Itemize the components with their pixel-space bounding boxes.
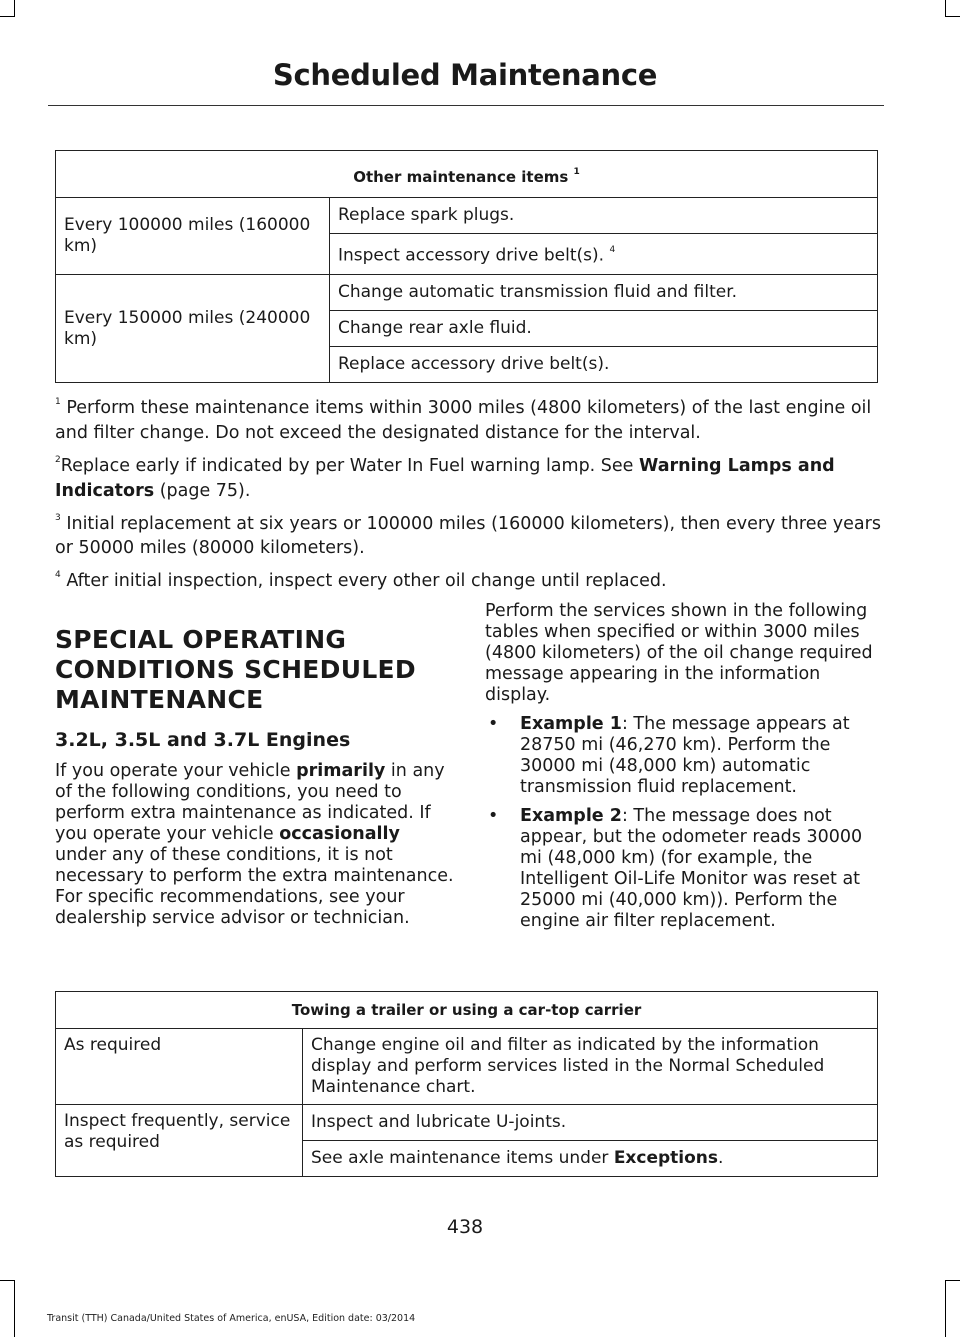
maintenance-item: Change automatic transmission fluid and filter. <box>330 275 878 311</box>
crop-mark-bottom-left-v <box>14 1280 15 1337</box>
cross-reference-link[interactable]: Warning Lamps and Indicators <box>55 455 835 501</box>
section-heading: SPECIAL OPERATING CONDITIONS SCHEDULED MAINTENANCE <box>55 625 416 714</box>
towing-table <box>55 991 878 1177</box>
maintenance-item: Replace accessory drive belt(s). <box>330 347 878 383</box>
special-conditions-paragraph: If you operate your vehicle primarily in any of the following conditions, you need to perform extra maintenance as indicated. If you operate your vehicle occasionally under any of these conditions, it is not necessary to perform the extra maintenance. For specific recommendations, see your dealership service advisor or technician. <box>55 761 454 928</box>
page-title: Scheduled Maintenance <box>272 58 658 92</box>
header-divider <box>48 105 884 106</box>
crop-mark-top-left-v <box>14 0 15 16</box>
list-item: • Example 2: The message does not appear, but the odometer reads 30000 mi (48,000 km) (for example, the Intelligent Oil-Life Monitor was reset at 25000 mi (40,000 km)). Perform the engine air filter replacement. <box>488 806 863 931</box>
maintenance-item: Inspect and lubricate U-joints. <box>303 1105 878 1141</box>
special-conditions-section <box>55 625 455 929</box>
footnote-1: $^1$ Perform these maintenance items within 3000 miles (4800 kilometers) of the last engine oil and filter change. Do not exceed the designated distance for the interval. <box>55 397 872 443</box>
towing-table-title: Towing a trailer or using a car-top carrier <box>56 992 878 1029</box>
page-number: 438 <box>446 1216 484 1238</box>
footnotes <box>55 392 881 598</box>
interval-cell: Every 100000 miles (160000 km) <box>56 198 330 275</box>
crop-mark-bottom-left-h <box>0 1280 15 1281</box>
title-footnote-ref: 1 <box>573 167 580 177</box>
footnote-4: $^4$ After initial inspection, inspect every other oil change until replaced. <box>55 570 667 592</box>
interval-cell: As required <box>56 1029 303 1105</box>
bullet-icon: • <box>488 714 499 734</box>
maintenance-item: Replace spark plugs. <box>330 198 878 234</box>
table-row <box>56 275 878 311</box>
crop-mark-bottom-right-h <box>945 1280 960 1281</box>
interval-cell: Inspect frequently, service as required <box>56 1105 303 1177</box>
bullet-icon: • <box>488 806 499 826</box>
maintenance-item: See axle maintenance items under Exceptions. <box>303 1141 878 1177</box>
table-row <box>56 198 878 234</box>
crop-mark-top-right-h <box>945 16 960 17</box>
footnote-3: $^3$ Initial replacement at six years or 100000 miles (160000 kilometers), then every three years or 50000 miles (80000 kilometers). <box>55 512 881 559</box>
maintenance-item: Inspect accessory drive belt(s). $^4$ <box>330 234 878 275</box>
maintenance-item: Change engine oil and filter as indicated by the information display and perform services listed in the Normal Scheduled Maintenance chart. <box>303 1029 878 1105</box>
interval-cell: Every 150000 miles (240000 km) <box>56 275 330 383</box>
services-intro: Perform the services shown in the following tables when specified or within 3000 miles (4800 kilometers) of the oil change required message appearing in the information display. <box>485 601 873 705</box>
crop-mark-bottom-right-v <box>945 1280 946 1337</box>
list-item: • Example 1: The message appears at 28750 mi (46,270 km). Perform the 30000 mi (48,000 km) automatic transmission fluid replacement. <box>488 714 850 797</box>
other-maintenance-table <box>55 150 878 383</box>
crop-mark-top-right-v <box>945 0 946 16</box>
other-maintenance-title: Other maintenance items $^1$ <box>56 151 878 198</box>
table-row <box>56 1029 878 1105</box>
services-guidance <box>485 601 885 932</box>
edition-footer: Transit (TTH) Canada/United States of America, enUSA, Edition date: 03/2014 <box>47 1313 416 1324</box>
engine-subheading: 3.2L, 3.5L and 3.7L Engines <box>55 729 351 751</box>
crop-mark-top-left-h <box>0 16 15 17</box>
maintenance-item: Change rear axle fluid. <box>330 311 878 347</box>
table-row <box>56 1105 878 1141</box>
footnote-2: $^2$Replace early if indicated by per Water In Fuel warning lamp. See Warning Lamps and Indicators (page 75). <box>55 454 835 501</box>
exceptions-link[interactable]: Exceptions <box>613 1148 719 1168</box>
